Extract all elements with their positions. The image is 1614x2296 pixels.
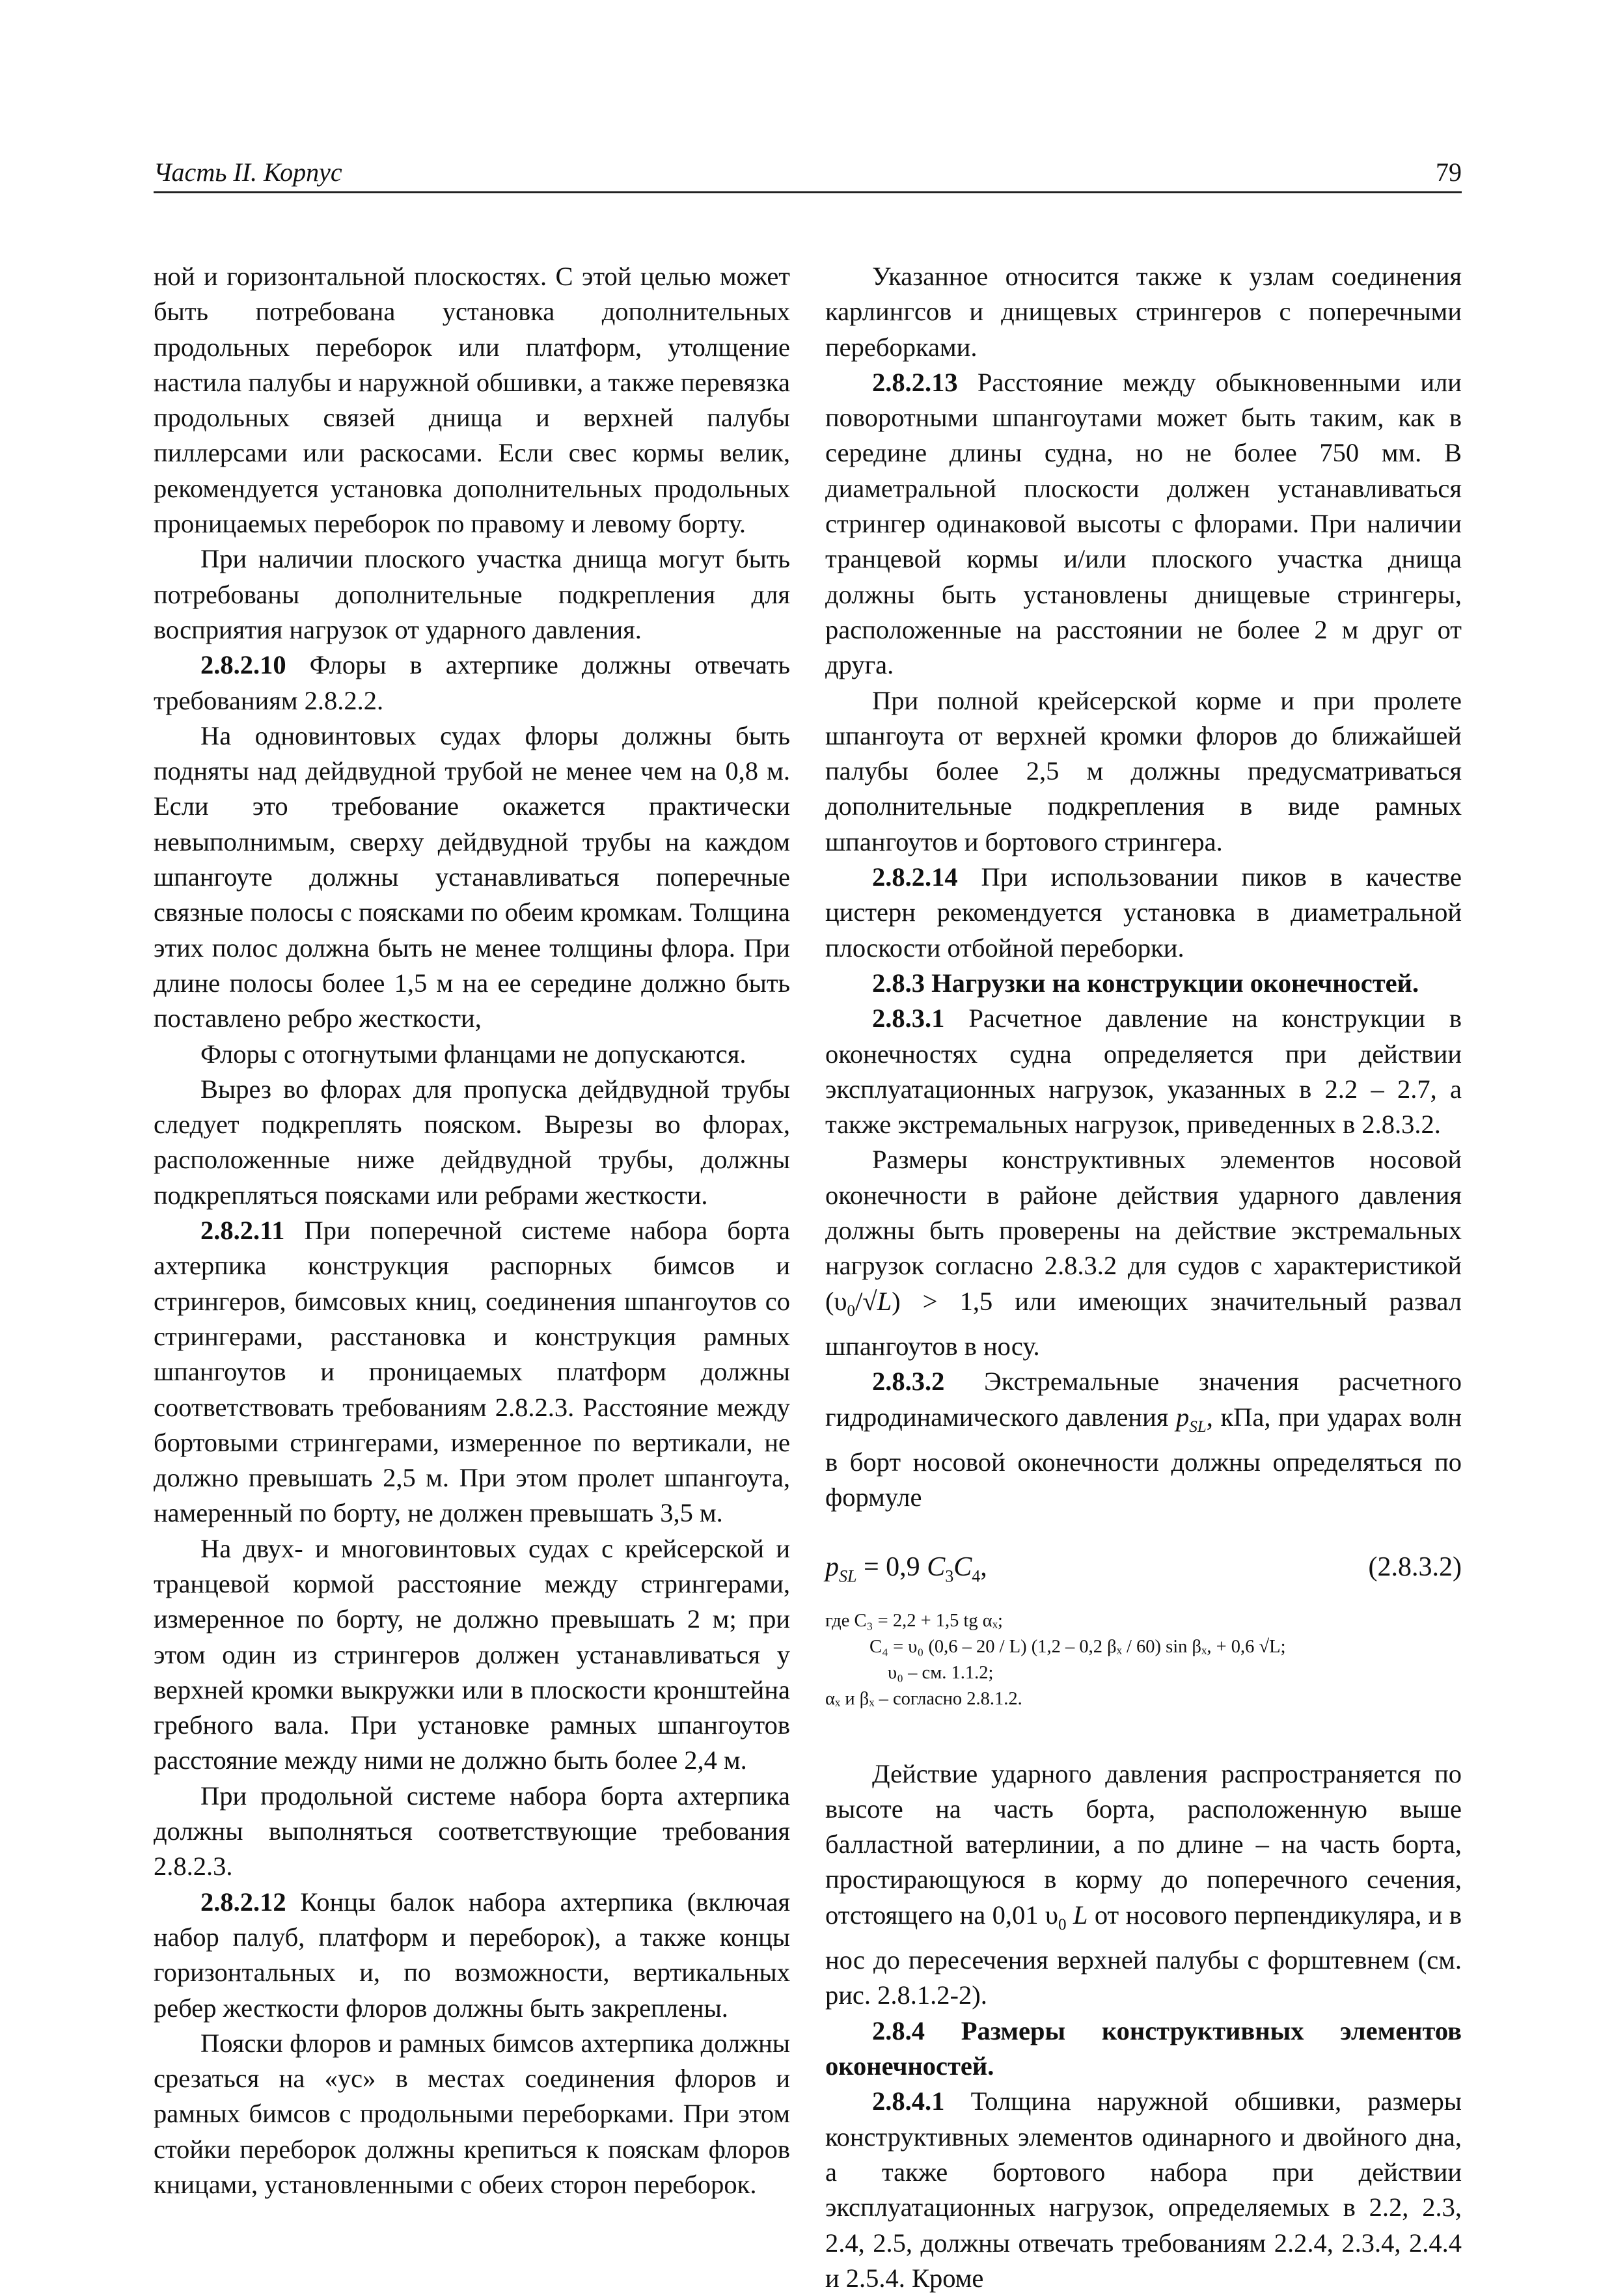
paragraph: При продольной системе набора борта ахтерпика должны выполняться соответствующие требования 2.8.2.3.: [154, 1781, 790, 1881]
legend-line: C₄ = υ₀ (0,6 – 20 / L) (1,2 – 0,2 βₓ / 60) sin βₓ, + 0,6 √L;: [869, 1636, 1286, 1657]
right-column: [825, 259, 1462, 2296]
paragraph: Пояски флоров и рамных бимсов ахтерпика должны срезаться на «ус» в местах соединения флоров и рамных бимсов с продольными переборками. При этом стойки переборок должны крепиться к пояскам флоров кницами, установленными с обеих сторон переборок.: [154, 2028, 790, 2200]
paragraph: 2.8.3.2 Экстремальные значения расчетного гидродинамического давления $p_{SL}$, кПа, при ударах волн в борт носовой оконечности должны определяться по формуле: [825, 1367, 1462, 1512]
page-header: [154, 151, 1462, 193]
section-heading: 2.8.3 Нагрузки на конструкции оконечностей.: [872, 968, 1419, 998]
paragraph: На одновинтовых судах флоры должны быть подняты над дейдвудной трубой не менее чем на 0,8 м. Если это требование окажется практически невыполнимым, сверху дейдвудной трубы на каждом шпангоуте должны устанавливаться поперечные связные полосы с поясками по обеим кромкам. Толщина этих полос должна быть не менее толщины флора. При длине полосы более 1,5 м на ее середине должно быть поставлено ребро жесткости,: [154, 720, 790, 1033]
section-heading: 2.8.4 Размеры конструктивных элементов оконечностей.: [825, 2016, 1462, 2081]
paragraph: Флоры с отогнутыми фланцами не допускаются.: [200, 1039, 746, 1069]
formula-legend: [825, 1608, 1462, 1712]
paragraph: Вырез во флорах для пропуска дейдвудной трубы следует подкреплять пояском. Вырезы во флорах, расположенные ниже дейдвудной трубы, должны подкрепляться поясками или ребрами жесткости.: [154, 1074, 790, 1210]
paragraph: При полной крейсерской корме и при пролете шпангоута от верхней кромки флоров до ближайшей палубы более 2,5 м должны предусматриваться дополнительные подкрепления в виде рамных шпангоутов и бортового стрингера.: [825, 685, 1462, 856]
paragraph: [154, 1213, 790, 1531]
clause-number: 2.8.2.11: [200, 1216, 285, 1246]
paragraph: На двух- и многовинтовых судах с крейсерской и транцевой кормой расстояние между стрингерами, измеренное по борту, не должно превышать 2 м; при этом один из стрингеров должен устанавливаться у верхней кромки выкружки или в плоскости кронштейна гребного вала. При установке рамных шпангоутов расстояние между ними не должно быть более 2,4 м.: [154, 1533, 790, 1775]
paragraph: [154, 1885, 790, 2026]
clause-number: 2.8.2.12: [200, 1887, 286, 1917]
formula-number: (2.8.3.2): [1368, 1551, 1462, 1582]
clause-text: При поперечной системе набора борта ахтерпика конструкция распорных бимсов и стрингеров, бимсовых книц, соединения шпангоутов со стрингерами, расстановка и конструкция рамных шпангоутов и проницаемых платформ должны соответствовать требованиям 2.8.2.3. Расстояние между бортовыми стрингерами, измеренное по вертикали, не должно превышать 2,5 м. При этом пролет шпангоута, намеренный по борту, не должен превышать 3,5 м.: [154, 1216, 790, 1528]
clause-number: 2.8.2.14: [872, 862, 958, 892]
clause-text: Расстояние между обыкновенными или поворотными шпангоутами может быть таким, как в середине длины судна, но не более 750 мм. В диаметральной плоскости должен устанавливаться стрингер одинаковой высоты с флорами. При наличии транцевой кормы и/или плоского участка днища должны быть установлены днищевые стрингеры, расположенные на расстоянии не более 2 м друг от друга.: [825, 367, 1462, 680]
clause-number: 2.8.2.13: [872, 367, 958, 397]
paragraph: Действие ударного давления распространяется по высоте на часть борта, расположенную выше балластной ватерлинии, а по длине – на часть борта, простирающуюся в корму до поперечного сечения, отстоящего на 0,01 $\upsilon_0$ L от носового перпендикуляра, и в нос до пересечения верхней палубы с форштевнем (см. рис. 2.8.1.2-2).: [825, 1758, 1462, 2010]
paragraph: [154, 648, 790, 718]
formula-body: $p_{SL} = 0,9$ $C_3C_4$,: [825, 1551, 987, 1585]
clause-text: Флоры в ахтерпике должны отвечать требованиям 2.8.2.2.: [154, 650, 790, 715]
clause-number: 2.8.3.1: [872, 1004, 945, 1033]
paragraph: [825, 365, 1462, 683]
legend-line: υ₀ – см. 1.1.2;: [888, 1662, 994, 1683]
clause-text: Толщина наружной обшивки, размеры конструктивных элементов одинарного и двойного дна, а также бортового набора при действии эксплуатационных нагрузок, определяемых в 2.2, 2.3, 2.4, 2.5, должны отвечать требованиям 2.2.4, 2.3.4, 2.4.4 и 2.5.4. Кроме: [825, 2086, 1462, 2293]
page-number: 79: [1436, 157, 1462, 187]
paragraph: Указанное относится также к узлам соединения карлингсов и днищевых стрингеров с поперечными переборками.: [825, 262, 1462, 362]
legend-line: где C₃ = 2,2 + 1,5 tg αₓ;: [825, 1610, 1003, 1631]
left-column: [154, 259, 790, 2202]
clause-text: Концы балок набора ахтерпика (включая набор палуб, платформ и переборок), а также концы горизонтальных и, по возможности, вертикальных ребер жесткости флоров должны быть закреплены.: [154, 1887, 790, 2023]
running-title: Часть II. Корпус: [154, 157, 342, 187]
paragraph: Размеры конструктивных элементов носовой оконечности в районе действия ударного давления должны быть проверены на действие экстремальных нагрузок согласно 2.8.3.2 для судов с характеристикой $(\upsilon_0/√L) > 1,5$ или имеющих значительный развал шпангоутов в носу.: [825, 1145, 1462, 1361]
formula: [825, 1539, 1462, 1595]
paragraph: ной и горизонтальной плоскостях. С этой целью может быть потребована установка дополнительных продольных переборок или платформ, утолщение настила палубы и наружной обшивки, а также перевязка продольных связей днища и верхней палубы пиллерсами или раскосами. Если свес кормы велик, рекомендуется установка дополнительных продольных проницаемых переборок по правому и левому борту.: [154, 262, 790, 539]
paragraph: При наличии плоского участка днища могут быть потребованы дополнительные подкрепления для восприятия нагрузок от ударного давления.: [154, 544, 790, 644]
clause-text: При использовании пиков в качестве цистерн рекомендуется установка в диаметральной плоскости отбойной переборки.: [825, 862, 1462, 963]
paragraph: [825, 2084, 1462, 2296]
clause-number: 2.8.4.1: [872, 2086, 945, 2116]
clause-number: 2.8.3.2: [872, 1367, 945, 1397]
clause-text: Расчетное давление на конструкции в оконечностях судна определяется при действии эксплуатационных нагрузок, указанных в 2.2 – 2.7, а также экстремальных нагрузок, приведенных в 2.8.3.2.: [825, 1004, 1462, 1140]
clause-number: 2.8.2.10: [200, 650, 286, 680]
paragraph: [825, 1001, 1462, 1142]
paragraph: [825, 860, 1462, 966]
legend-line: αₓ и βₓ – согласно 2.8.1.2.: [825, 1688, 1022, 1709]
